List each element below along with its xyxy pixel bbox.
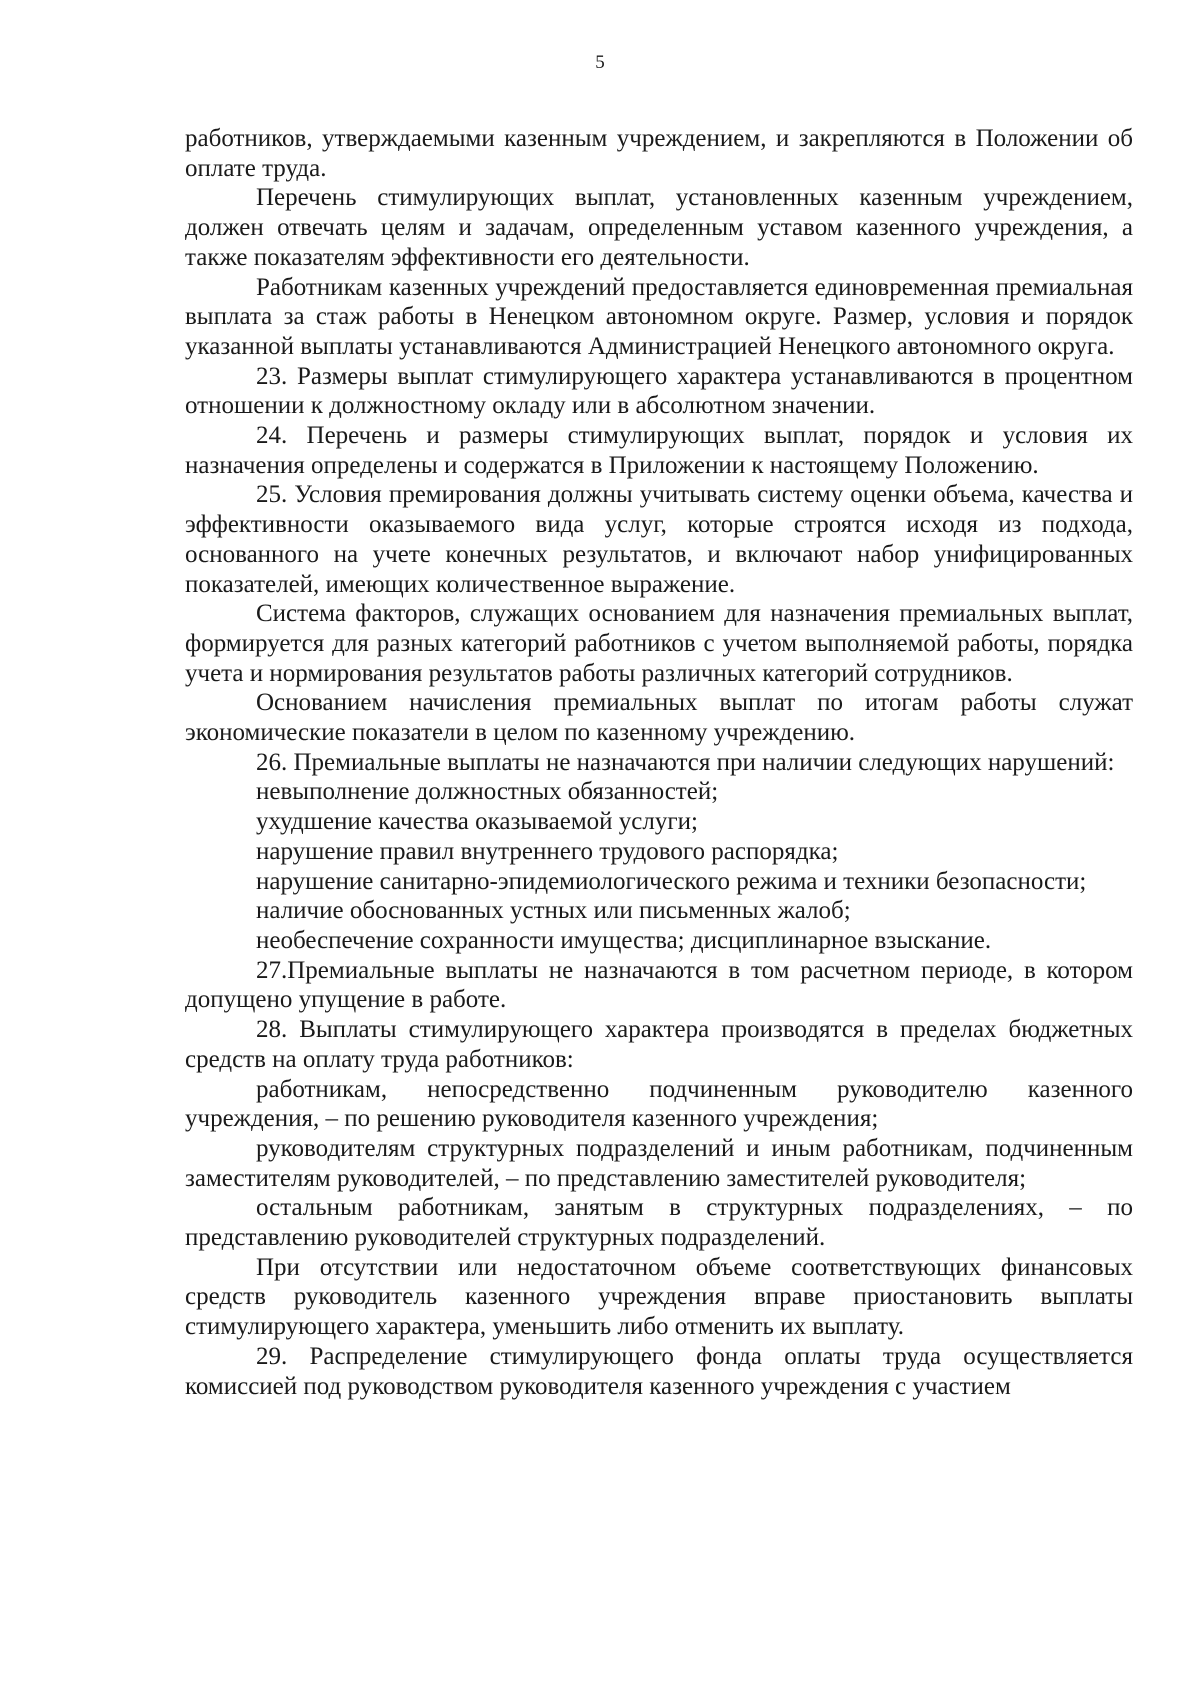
clause-29: 29. Распределение стимулирующего фонда оплаты труда осуществляется комиссией под руководством руководителя казенного учреждения с участием (185, 1342, 1133, 1400)
clause-26: 26. Премиальные выплаты не назначаются при наличии следующих нарушений: (256, 748, 1115, 776)
paragraph: Перечень стимулирующих выплат, установленных казенным учреждением, должен отвечать целям и задачам, определенным уставом казенного учреждения, а также показателям эффективности его деятельности. (185, 184, 1133, 271)
paragraph-continuation: работников, утверждаемыми казенным учреждением, и закрепляются в Положении об оплате труда. (185, 125, 1133, 182)
clause-27: 27.Премиальные выплаты не назначаются в том расчетном периоде, в котором допущено упущение в работе. (185, 956, 1133, 1014)
list-item: необеспечение сохранности имущества; дисциплинарное взыскание. (256, 926, 992, 954)
list-item: наличие обоснованных устных или письменных жалоб; (256, 897, 851, 925)
clause-23: 23. Размеры выплат стимулирующего характера устанавливаются в процентном отношении к должностному окладу или в абсолютном значении. (185, 362, 1133, 420)
page-number: 5 (595, 52, 605, 73)
paragraph: Основанием начисления премиальных выплат по итогам работы служат экономические показатели в целом по казенному учреждению. (185, 689, 1133, 747)
document-body (185, 124, 1133, 1401)
paragraph: Система факторов, служащих основанием для назначения премиальных выплат, формируется для разных категорий работников с учетом выполняемой работы, порядка учета и нормирования результатов работы различных категорий сотрудников. (185, 600, 1133, 687)
clause-28: 28. Выплаты стимулирующего характера производятся в пределах бюджетных средств на оплату труда работников: (185, 1016, 1133, 1073)
clause-25: 25. Условия премирования должны учитывать систему оценки объема, качества и эффективности оказываемого вида услуг, которые строятся исходя из подхода, основанного на учете конечных результатов, и включают набор унифицированных показателей, имеющих количественное выражение. (185, 481, 1133, 598)
paragraph: При отсутствии или недостаточном объеме соответствующих финансовых средств руководитель казенного учреждения вправе приостановить выплаты стимулирующего характера, уменьшить либо отменить их выплату. (185, 1253, 1133, 1341)
list-item: остальным работникам, занятым в структурных подразделениях, – по представлению руководителей структурных подразделений. (185, 1194, 1133, 1252)
paragraph: Работникам казенных учреждений предоставляется единовременная премиальная выплата за стаж работы в Ненецком автономном округе. Размер, условия и порядок указанной выплаты устанавливаются Администрацией Ненецкого автономного округа. (185, 273, 1133, 360)
list-item: невыполнение должностных обязанностей; (256, 778, 719, 806)
list-item: нарушение правил внутреннего трудового распорядка; (256, 837, 839, 865)
list-item: работникам, непосредственно подчиненным руководителю казенного учреждения, – по решению руководителя казенного учреждения; (185, 1075, 1133, 1133)
list-item: руководителям структурных подразделений и иным работникам, подчиненным заместителям руководителей, – по представлению заместителей руководителя; (185, 1134, 1133, 1192)
list-item: нарушение санитарно-эпидемиологического режима и техники безопасности; (256, 867, 1087, 895)
list-item: ухудшение качества оказываемой услуги; (256, 808, 698, 836)
clause-24: 24. Перечень и размеры стимулирующих выплат, порядок и условия их назначения определены и содержатся в Приложении к настоящему Положению. (185, 422, 1133, 479)
